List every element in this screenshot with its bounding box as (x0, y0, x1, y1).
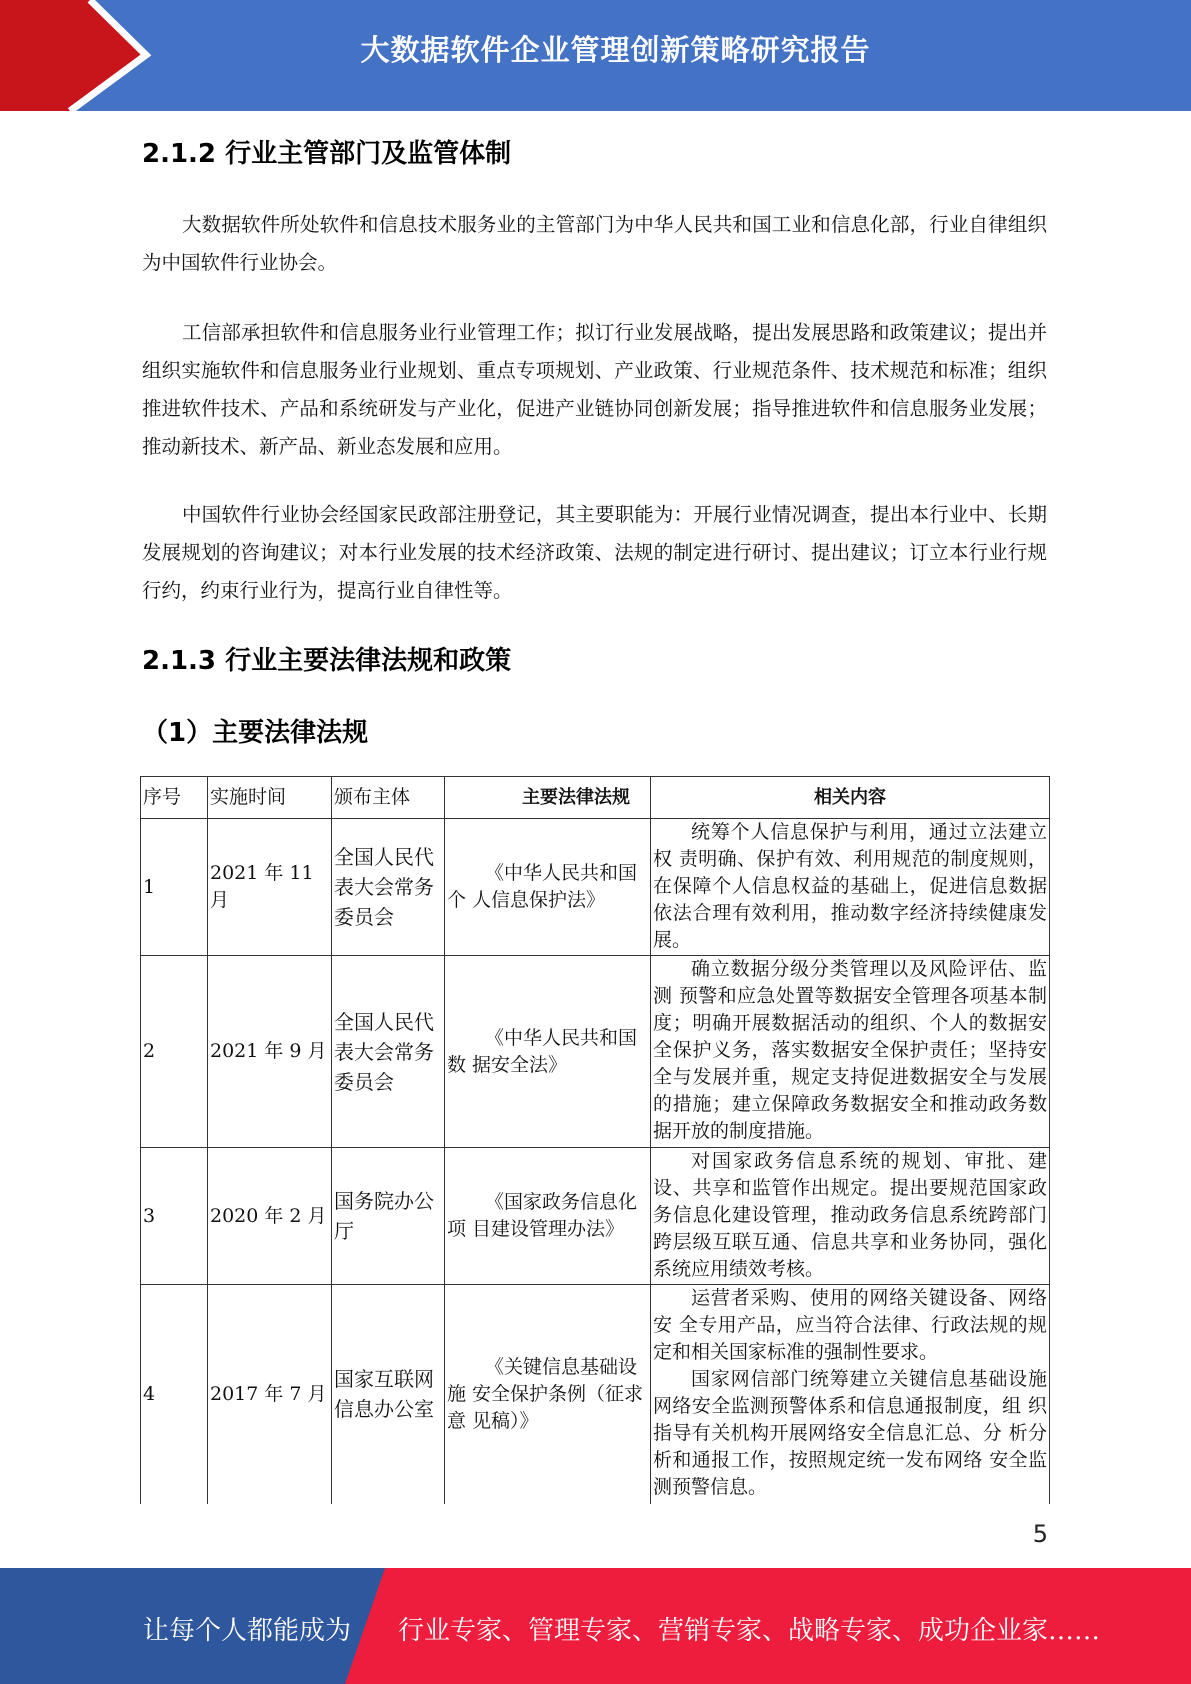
page-header (0, 0, 1191, 111)
header-no: 序号 (141, 777, 208, 819)
cell-law: 《国家政务信息化项 目建设管理办法》 (445, 1148, 651, 1285)
header-law: 主要法律法规 (445, 777, 651, 819)
section-heading-2-1-3: 2.1.3 行业主要法律法规和政策 (142, 646, 512, 676)
table-header-row (141, 777, 1050, 819)
paragraph-1: 大数据软件所处软件和信息技术服务业的主管部门为中华人民共和国工业和信息化部，行业自律组织为中国软件行业协会。 (142, 213, 1047, 274)
table-row (141, 819, 1050, 956)
page-number: 5 (1032, 1520, 1048, 1548)
cell-law: 《中华人民共和国数 据安全法》 (445, 956, 651, 1148)
cell-date: 2021 年 9 月 (208, 956, 332, 1148)
cell-content (651, 1285, 1050, 1504)
header-date: 实施时间 (208, 777, 332, 819)
laws-table (140, 776, 1050, 1504)
cell-law: 《关键信息基础设施 安全保护条例（征求意 见稿）》 (445, 1285, 651, 1504)
sub-heading-laws: （1）主要法律法规 (142, 718, 369, 748)
paragraph-3: 中国软件行业协会经国家民政部注册登记，其主要职能为：开展行业情况调查，提出本行业中、长期发展规划的咨询建议；对本行业发展的技术经济政策、法规的制定进行研讨、提出建议；订立本行业行规行约，约束行业行为，提高行业自律性等。 (142, 503, 1047, 602)
header-content: 相关内容 (651, 777, 1050, 819)
cell-date: 2017 年 7 月 (208, 1285, 332, 1504)
cell-no: 4 (141, 1285, 208, 1504)
cell-issuer: 全国人民代表大会常务委员会 (332, 819, 445, 956)
page-footer (0, 1568, 1191, 1684)
report-title: 大数据软件企业管理创新策略研究报告 (360, 33, 871, 67)
header-issuer: 颁布主体 (332, 777, 445, 819)
cell-issuer: 国家互联网信息办公室 (332, 1285, 445, 1504)
paragraph-2: 工信部承担软件和信息服务业行业管理工作；拟订行业发展战略，提出发展思路和政策建议；提出并组织实施软件和信息服务业行业规划、重点专项规划、产业政策、行业规范条件、技术规范和标准；组织推进软件技术、产品和系统研发与产业化，促进产业链协同创新发展；指导推进软件和信息服务业发展；推动新技术、新产品、新业态发展和应用。 (142, 321, 1047, 458)
cell-issuer: 国务院办公厅 (332, 1148, 445, 1285)
table-row (141, 1148, 1050, 1285)
cell-date: 2021 年 11 月 (208, 819, 332, 956)
section-heading-2-1-2: 2.1.2 行业主管部门及监管体制 (142, 139, 512, 169)
cell-law: 《中华人民共和国个 人信息保护法》 (445, 819, 651, 956)
cell-date: 2020 年 2 月 (208, 1148, 332, 1285)
cell-content-part-2: 国家网信部门统筹建立关键信息基础设施 网络安全监测预警体系和信息通报制度，组 织指导有关机构开展网络安全信息汇总、分 析分析和通报工作，按照规定统一发布网络 安全监测预警信息。 (653, 1368, 1047, 1498)
table-row (141, 956, 1050, 1148)
cell-no: 3 (141, 1148, 208, 1285)
footer-slogan-right: 行业专家、管理专家、营销专家、战略专家、成功企业家…… (398, 1616, 1101, 1646)
cell-no: 1 (141, 819, 208, 956)
cell-content: 对国家政务信息系统的规划、审批、建设、共享和监管作出规定。提出要规范国家政务信息化建设管理，推动政务信息系统跨部门跨层级互联互通、信息共享和业务协同，强化系统应用绩效考核。 (651, 1148, 1050, 1285)
cell-issuer: 全国人民代表大会常务委员会 (332, 956, 445, 1148)
footer-slogan-left: 让每个人都能成为 (143, 1616, 352, 1646)
cell-no: 2 (141, 956, 208, 1148)
cell-content: 统筹个人信息保护与利用，通过立法建立权 责明确、保护有效、利用规范的制度规则，在保障个人信息权益的基础上，促进信息数据依法合理有效利用，推动数字经济持续健康发展。 (651, 819, 1050, 956)
cell-content-part-1: 运营者采购、使用的网络关键设备、网络安 全专用产品，应当符合法律、行政法规的规 定和相关国家标准的强制性要求。 (653, 1287, 1047, 1363)
table-row (141, 1285, 1050, 1504)
cell-content: 确立数据分级分类管理以及风险评估、监测 预警和应急处置等数据安全管理各项基本制度；明确开展数据活动的组织、个人的数据安全保护义务，落实数据安全保护责任；坚持安全与发展并重，规定支持促进数据安全与发展的措施；建立保障政务数据安全和推动政务数据开放的制度措施。 (651, 956, 1050, 1148)
